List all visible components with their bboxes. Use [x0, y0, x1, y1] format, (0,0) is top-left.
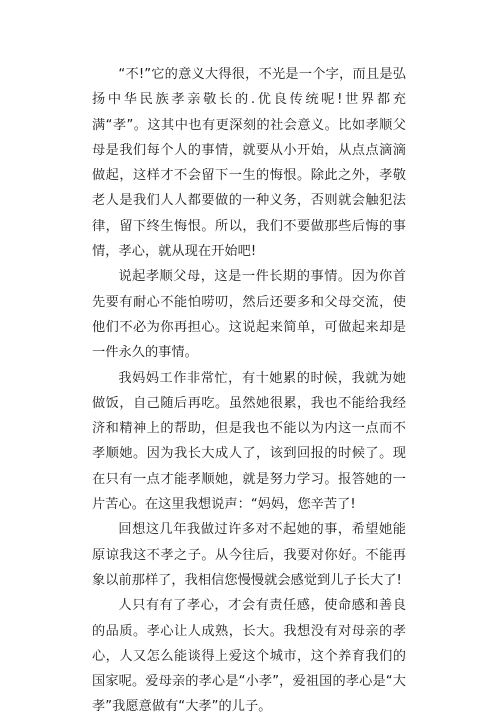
- essay-body: [92, 62, 406, 720]
- paragraph-5: 人只有有了孝心，才会有责任感，使命感和善良的品质。孝心让人成熟，长大。我想没有对母亲的孝心，人又怎么能谈得上爱这个城市，这个养育我们的国家呢。爱母亲的孝心是“小孝”，爱祖国的孝心是“大孝”我愿意做有“大孝”的儿子。: [92, 598, 406, 715]
- paragraph-2: 说起孝顺父母，这是一件长期的事情。因为你首先要有耐心不能怕唠叨，然后还要多和父母交流，使他们不必为你再担心。这说起来简单，可做起来却是一件永久的事情。: [92, 269, 406, 361]
- paragraph-1: “不!”它的意义大得很，不光是一个字，而且是弘扬中华民族孝亲敬长的.优良传统呢!世界都充满“孝”。这其中也有更深刻的社会意义。比如孝顺父母是我们每个人的事情，就要从小开始，从点点滴滴做起，这样才不会留下一生的悔恨。除此之外，孝敬老人是我们人人都要做的一种义务，否则就会触犯法律，留下终生悔恨。所以，我们不要做那些后悔的事情，孝心，就从现在开始吧!: [92, 67, 406, 260]
- paragraph-3: 我妈妈工作非常忙，有十她累的时候，我就为她做饭，自己随后再吃。虽然她很累，我也不能给我经济和精神上的帮助，但是我也不能以为内这一点而不孝顺她。因为我长大成人了，该到回报的时候了。现在只有一点才能孝顺她，就是努力学习。报答她的一片苦心。在这里我想说声：“妈妈，您辛苦了!: [92, 370, 406, 513]
- paragraph-4: 回想这几年我做过许多对不起她的事，希望她能原谅我这不孝之子。从今往后，我要对你好。不能再象以前那样了，我相信您慢慢就会感觉到儿子长大了!: [92, 522, 406, 588]
